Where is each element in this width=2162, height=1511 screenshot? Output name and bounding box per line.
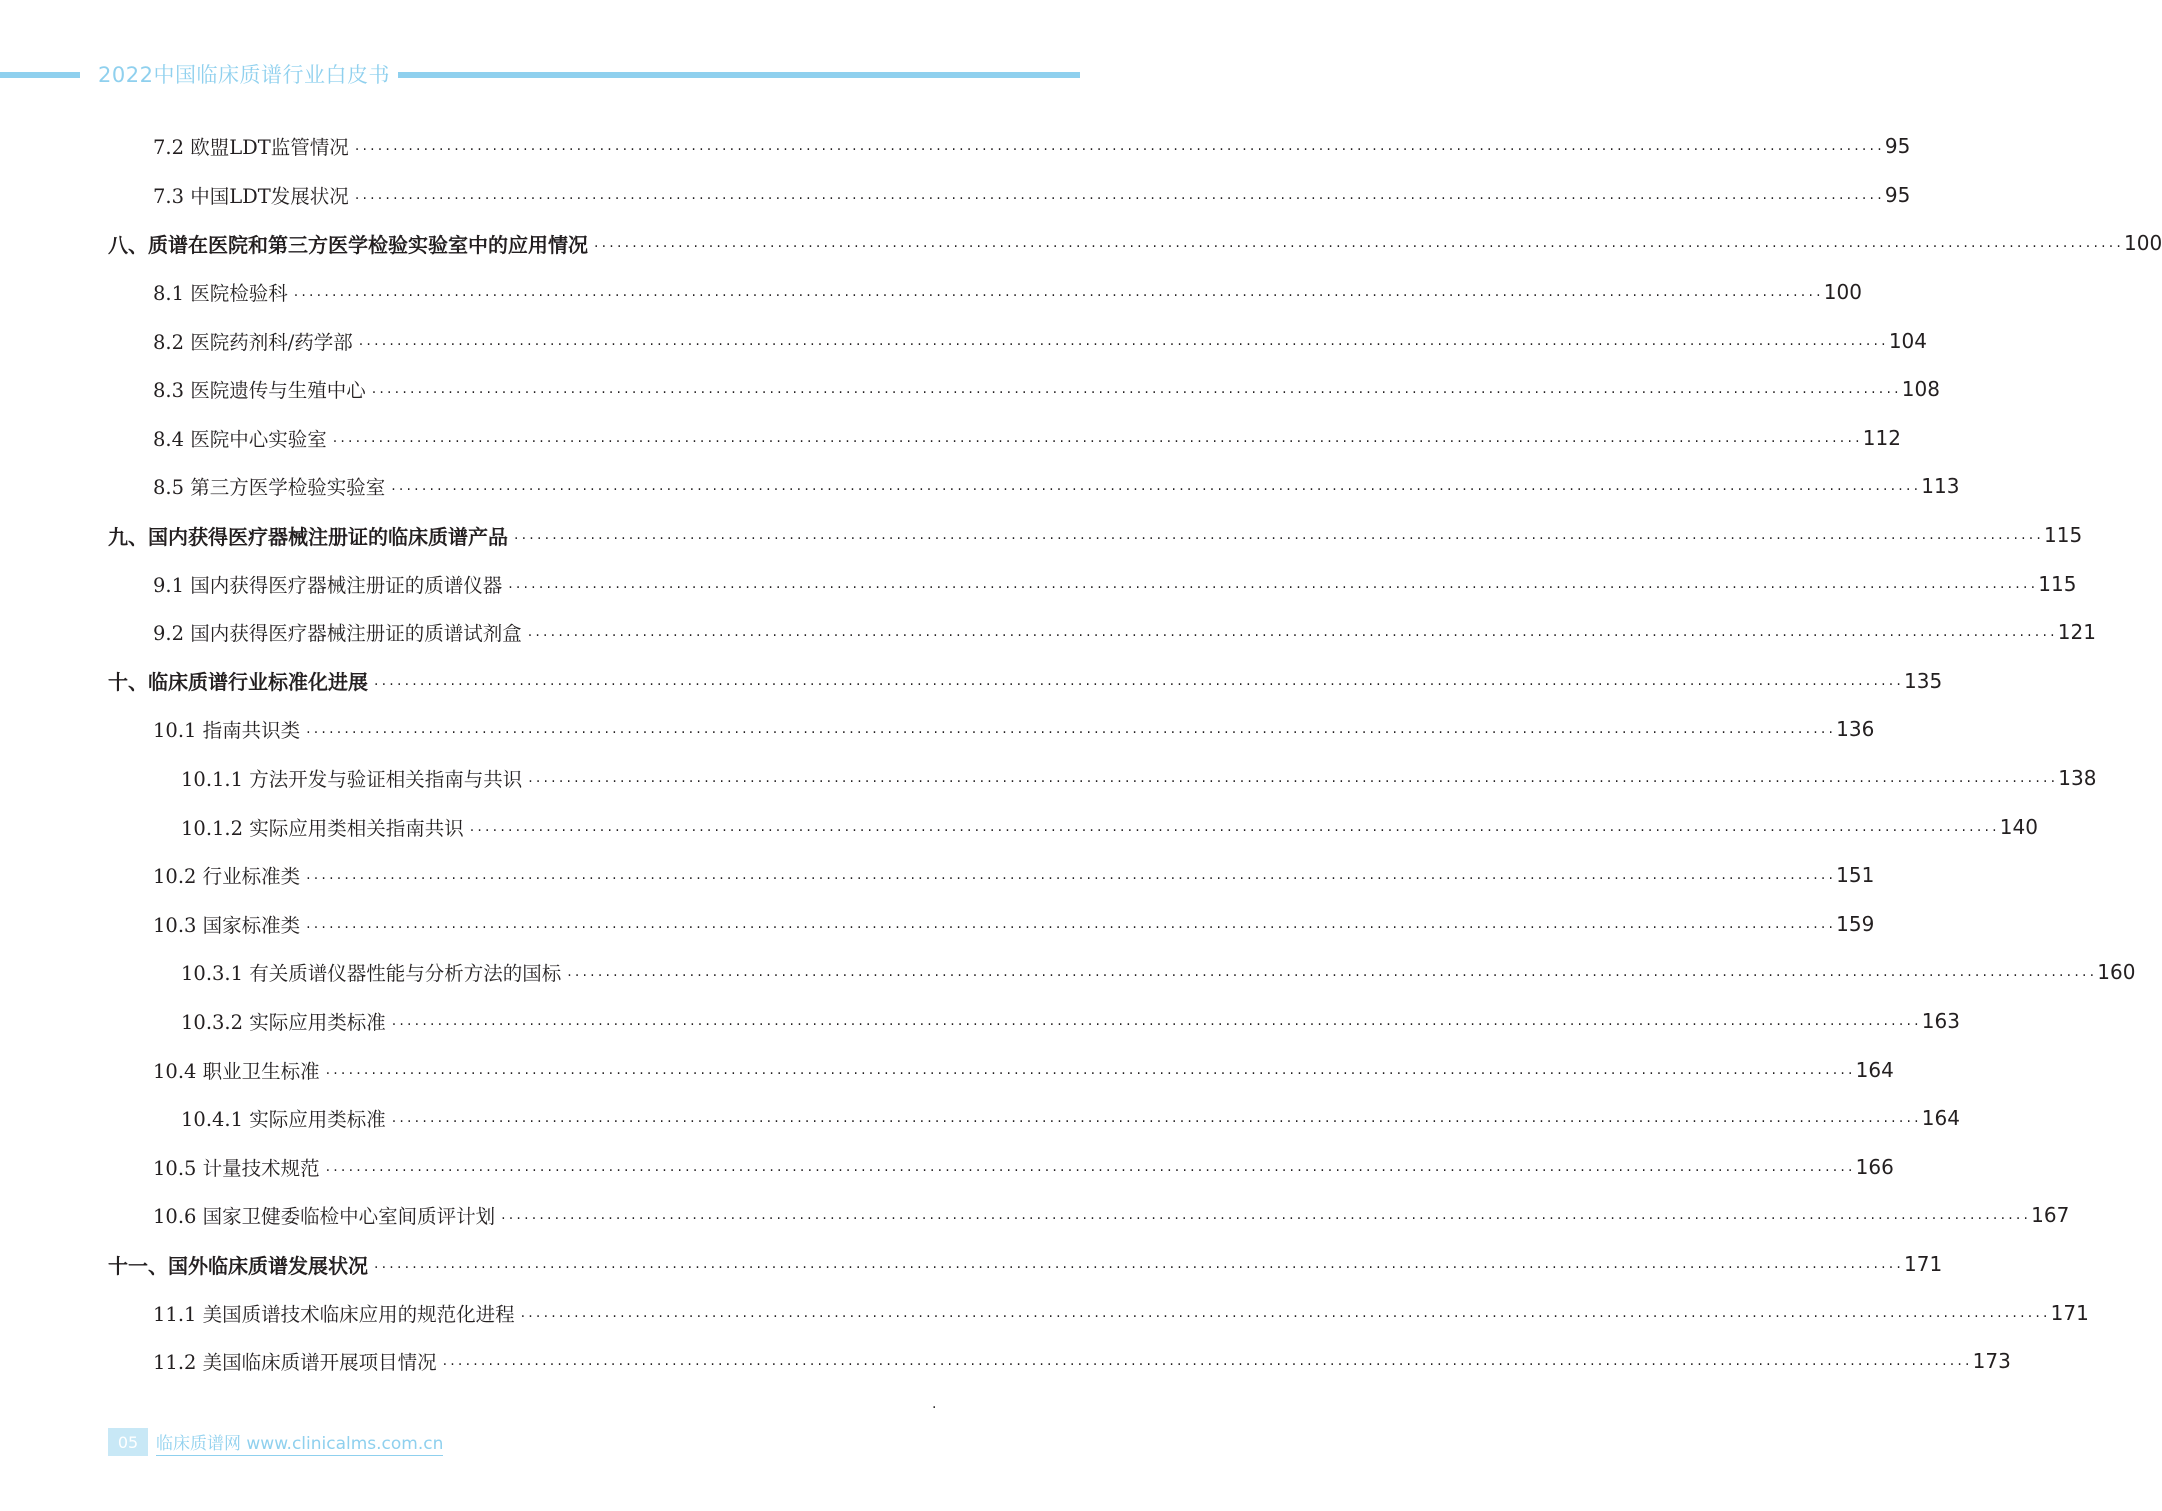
toc-leader-dots: ........................................................................................................................................................................................................ [469, 818, 2000, 835]
toc-entry-label: 10.4.1 实际应用类标准 [181, 1108, 386, 1132]
toc-entry-label: 十一、国外临床质谱发展状况 [108, 1253, 368, 1278]
toc-entry-label: 八、质谱在医院和第三方医学检验实验室中的应用情况 [108, 232, 588, 257]
toc-entry-page: 167 [2031, 1203, 2070, 1228]
toc-entry[interactable] [0, 122, 1911, 171]
toc-entry-page: 100 [2124, 231, 2162, 256]
toc-entry-page: 140 [1999, 814, 2038, 839]
toc-entry[interactable] [0, 268, 1862, 317]
toc-entry-label: 8.1 医院检验科 [153, 282, 288, 306]
toc-entry-page: 173 [1972, 1349, 2011, 1374]
toc-entry-label: 8.4 医院中心实验室 [153, 427, 327, 451]
toc-entry-label: 9.2 国内获得医疗器械注册证的质谱试剂盒 [153, 622, 522, 646]
toc-entry-label: 10.4 职业卫生标准 [153, 1059, 320, 1083]
toc-entry-page: 164 [1855, 1057, 1894, 1082]
toc-entry-label: 10.3.2 实际应用类标准 [181, 1011, 386, 1035]
toc-leader-dots: ........................................................................................................................................................................................................ [354, 186, 1885, 203]
toc-entry-page: 95 [1884, 182, 1911, 207]
toc-leader-dots: ........................................................................................................................................................................................................ [374, 672, 1905, 689]
footer [108, 1428, 443, 1456]
toc-entry[interactable] [0, 997, 1960, 1046]
toc-entry-label: 7.2 欧盟LDT监管情况 [153, 136, 349, 160]
toc-entry[interactable] [0, 1094, 1960, 1143]
toc-entry-label: 8.3 医院遗传与生殖中心 [153, 379, 366, 403]
toc-leader-dots: ........................................................................................................................................................................................................ [527, 624, 2058, 641]
toc-leader-dots: ........................................................................................................................................................................................................ [358, 332, 1889, 349]
toc-leader-dots: ........................................................................................................................................................................................................ [528, 770, 2059, 787]
stray-dot: · [932, 1400, 937, 1416]
toc-entry-label: 11.1 美国质谱技术临床应用的规范化进程 [153, 1302, 515, 1326]
header-title: 2022中国临床质谱行业白皮书 [98, 63, 390, 87]
toc-entry-page: 138 [2058, 766, 2097, 791]
toc-entry-label: 10.6 国家卫健委临检中心室间质评计划 [153, 1205, 496, 1229]
toc-leader-dots: ........................................................................................................................................................................................................ [306, 721, 1837, 738]
toc-entry[interactable] [0, 851, 1875, 900]
toc-leader-dots: ........................................................................................................................................................................................................ [354, 138, 1885, 155]
toc-entry-page: 166 [1855, 1154, 1894, 1179]
toc-entry-page: 151 [1836, 863, 1875, 888]
toc-entry-page: 121 [2057, 620, 2096, 645]
toc-entry-page: 112 [1862, 425, 1901, 450]
toc-entry-label: 10.2 行业标准类 [153, 865, 301, 889]
toc-entry-label: 十、临床质谱行业标准化进展 [108, 670, 368, 695]
toc-entry[interactable] [0, 171, 1911, 220]
toc-leader-dots: ........................................................................................................................................................................................................ [293, 284, 1824, 301]
toc-leader-dots: ........................................................................................................................................................................................................ [442, 1353, 1973, 1370]
toc-entry[interactable] [0, 754, 2097, 803]
toc-entry-label: 8.2 医院药剂科/药学部 [153, 330, 353, 354]
toc-entry-label: 10.3 国家标准类 [153, 913, 301, 937]
toc-entry-page: 95 [1884, 134, 1911, 159]
footer-site-link[interactable]: 临床质谱网 www.clinicalms.com.cn [156, 1429, 443, 1456]
toc-leader-dots: ........................................................................................................................................................................................................ [567, 964, 2098, 981]
toc-entry[interactable] [0, 657, 1943, 706]
toc-entry[interactable] [0, 559, 2077, 608]
toc-leader-dots: ........................................................................................................................................................................................................ [374, 1256, 1905, 1273]
toc-entry-page: 135 [1904, 668, 1943, 693]
toc-entry[interactable] [0, 608, 2096, 657]
header-rule-left [0, 72, 80, 78]
toc-leader-dots: ........................................................................................................................................................................................................ [501, 1207, 2032, 1224]
toc-entry[interactable] [0, 1143, 1894, 1192]
header-rule-right [398, 72, 1080, 78]
toc-entry[interactable] [0, 511, 2083, 560]
toc-entry-label: 10.1.1 方法开发与验证相关指南与共识 [181, 768, 523, 792]
toc-entry[interactable] [0, 316, 1928, 365]
toc-entry-page: 115 [2038, 571, 2077, 596]
toc-leader-dots: ........................................................................................................................................................................................................ [508, 575, 2039, 592]
toc-leader-dots: ........................................................................................................................................................................................................ [391, 1110, 1922, 1127]
toc-entry-page: 164 [1921, 1106, 1960, 1131]
toc-entry-page: 136 [1836, 717, 1875, 742]
toc-entry-page: 115 [2044, 523, 2083, 548]
toc-entry-label: 11.2 美国临床质谱开展项目情况 [153, 1351, 437, 1375]
toc-entry[interactable] [0, 1288, 2089, 1337]
toc-entry-label: 7.3 中国LDT发展状况 [153, 184, 349, 208]
toc-leader-dots: ........................................................................................................................................................................................................ [325, 1158, 1856, 1175]
toc-entry-label: 10.3.1 有关质谱仪器性能与分析方法的国标 [181, 962, 562, 986]
toc-entry[interactable] [0, 948, 2136, 997]
toc-entry[interactable] [0, 414, 1901, 463]
toc-entry-label: 9.1 国内获得医疗器械注册证的质谱仪器 [153, 573, 503, 597]
toc-entry[interactable] [0, 365, 1940, 414]
toc-leader-dots: ........................................................................................................................................................................................................ [514, 527, 2045, 544]
toc-entry-page: 108 [1901, 377, 1940, 402]
toc-entry[interactable] [0, 900, 1875, 949]
toc-entry[interactable] [0, 705, 1875, 754]
toc-entry[interactable] [0, 1337, 2011, 1386]
toc-leader-dots: ........................................................................................................................................................................................................ [325, 1061, 1856, 1078]
toc-entry-page: 100 [1823, 280, 1862, 305]
toc-entry-page: 163 [1921, 1009, 1960, 1034]
toc-entry-label: 10.1.2 实际应用类相关指南共识 [181, 816, 464, 840]
toc-entry-page: 160 [2097, 960, 2136, 985]
toc-entry-page: 171 [2050, 1300, 2089, 1325]
toc-entry-label: 8.5 第三方医学检验实验室 [153, 476, 386, 500]
toc-entry[interactable] [0, 1240, 1943, 1289]
toc-entry-label: 九、国内获得医疗器械注册证的临床质谱产品 [108, 524, 508, 549]
toc-entry-page: 104 [1888, 328, 1928, 353]
toc-leader-dots: ........................................................................................................................................................................................................ [306, 915, 1837, 932]
toc-leader-dots: ........................................................................................................................................................................................................ [594, 235, 2125, 252]
toc-entry-page: 113 [1921, 474, 1960, 499]
toc-leader-dots: ........................................................................................................................................................................................................ [332, 429, 1863, 446]
toc-entry[interactable] [0, 1045, 1894, 1094]
toc-leader-dots: ........................................................................................................................................................................................................ [306, 867, 1837, 884]
toc-entry[interactable] [0, 802, 2038, 851]
toc-entry-label: 10.1 指南共识类 [153, 719, 301, 743]
toc-entry[interactable] [0, 219, 2162, 268]
toc-leader-dots: ........................................................................................................................................................................................................ [371, 381, 1902, 398]
toc-entry[interactable] [0, 1191, 2070, 1240]
toc-leader-dots: ........................................................................................................................................................................................................ [391, 1013, 1922, 1030]
toc-entry[interactable] [0, 462, 1960, 511]
toc-entry-page: 159 [1836, 911, 1875, 936]
toc-entry-label: 10.5 计量技术规范 [153, 1156, 320, 1180]
page-number-badge: 05 [108, 1428, 148, 1456]
toc-leader-dots: ........................................................................................................................................................................................................ [520, 1304, 2051, 1321]
toc-leader-dots: ........................................................................................................................................................................................................ [391, 478, 1922, 495]
toc-entry-page: 171 [1904, 1252, 1943, 1277]
